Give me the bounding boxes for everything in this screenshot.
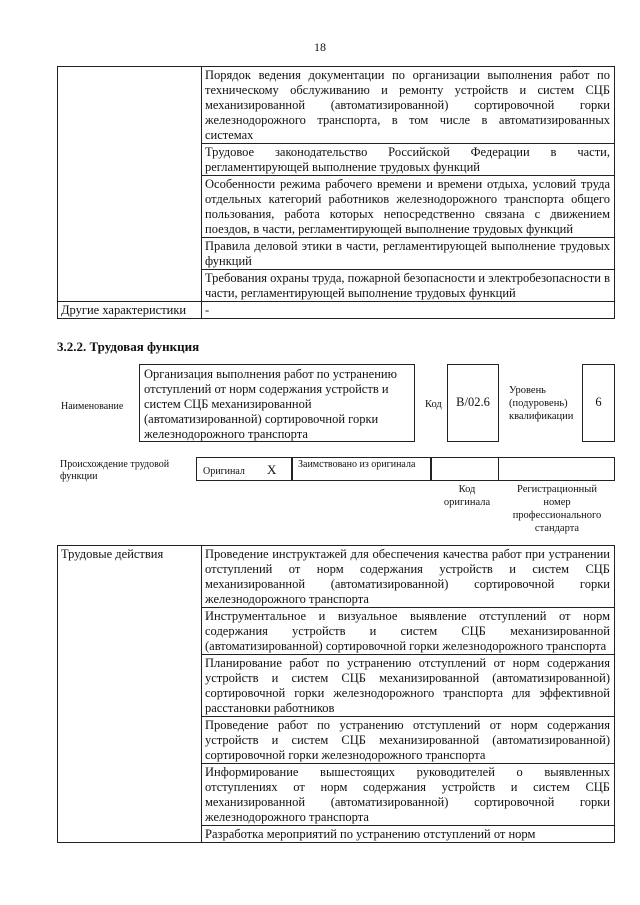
table-row bbox=[58, 546, 615, 608]
knowledge-table bbox=[57, 66, 615, 319]
qualification-level-label: Уровень (подуровень) квалификации bbox=[509, 385, 574, 422]
labor-actions-table bbox=[57, 545, 615, 843]
origin-code-cell bbox=[431, 457, 499, 481]
table-cell: Проведение работ по устранению отступлений от норм содержания устройств и систем СЦБ механизированной (автоматизированной) сортировочной горки железнодорожного транспорта bbox=[202, 717, 615, 764]
table-label-cell bbox=[58, 67, 202, 302]
origin-reg-cell bbox=[499, 457, 615, 481]
table-row bbox=[58, 67, 615, 144]
table-row bbox=[58, 302, 615, 319]
labor-actions-label: Трудовые действия bbox=[58, 546, 202, 843]
other-characteristics-label: Другие характеристики bbox=[58, 302, 202, 319]
name-label: Наименование bbox=[61, 401, 124, 412]
code-original-caption: Код оригинала bbox=[443, 484, 491, 508]
table-cell: Порядок ведения документации по организации выполнения работ по техническому обслуживанию и ремонту устройств и систем СЦБ механизированной (автоматизированной) сортировочной горки железнодорожного транспорта, в том числе в автоматизированных системах bbox=[202, 67, 615, 144]
table-cell: Инструментальное и визуальное выявление отступлений от норм содержания устройств и систем СЦБ механизированной (автоматизированной) сортировочной горки железнодорожного транспорта bbox=[202, 608, 615, 655]
original-cell bbox=[196, 457, 292, 481]
original-label: Оригинал bbox=[203, 466, 245, 477]
code-label: Код bbox=[425, 399, 442, 410]
table-cell: Планирование работ по устранению отступлений от норм содержания устройств и систем СЦБ механизированной (автоматизированной) сортировочной горки железнодорожного транспорта для эффективной расстановки работников bbox=[202, 655, 615, 717]
original-mark: X bbox=[267, 462, 277, 477]
function-code-box: B/02.6 bbox=[447, 364, 499, 442]
registration-number-caption: Регистрационный номер профессионального стандарта bbox=[512, 484, 602, 534]
table-cell: Особенности режима рабочего времени и времени отдыха, условий труда отдельных категорий работников железнодорожного транспорта общего пользования, работа которых непосредственно связана с движением поездов, в части, регламентирующей выполнение трудовых функций bbox=[202, 176, 615, 238]
table-cell: Информирование вышестоящих руководителей о выявленных отступлениях от норм содержания устройств и систем СЦБ механизированной (автоматизированной) сортировочной горки железнодорожного транспорта bbox=[202, 764, 615, 826]
section-heading: 3.2.2. Трудовая функция bbox=[57, 339, 200, 354]
table-cell: Разработка мероприятий по устранению отступлений от норм bbox=[202, 826, 615, 843]
function-name-box: Организация выполнения работ по устранению отступлений от норм содержания устройств и систем СЦБ механизированной (автоматизированной) сортировочной горки железнодорожного транспорта bbox=[139, 364, 415, 442]
other-characteristics-value: - bbox=[202, 302, 615, 319]
table-cell: Требования охраны труда, пожарной безопасности и электробезопасности в части, регламентирующей выполнение трудовых функций bbox=[202, 270, 615, 302]
page-number: 18 bbox=[314, 40, 326, 54]
qualification-level-box: 6 bbox=[582, 364, 615, 442]
table-cell: Трудовое законодательство Российской Федерации в части, регламентирующей выполнение трудовых функций bbox=[202, 144, 615, 176]
origin-label: Происхождение трудовой функции bbox=[60, 459, 170, 482]
table-cell: Правила деловой этики в части, регламентирующей выполнение трудовых функций bbox=[202, 238, 615, 270]
borrowed-cell bbox=[292, 457, 431, 481]
borrowed-label: Заимствовано из оригинала bbox=[298, 459, 416, 470]
table-cell: Проведение инструктажей для обеспечения качества работ при устранении отступлений от норм содержания устройств и систем СЦБ механизированной (автоматизированной) сортировочной горки железнодорожного транспорта bbox=[202, 546, 615, 608]
